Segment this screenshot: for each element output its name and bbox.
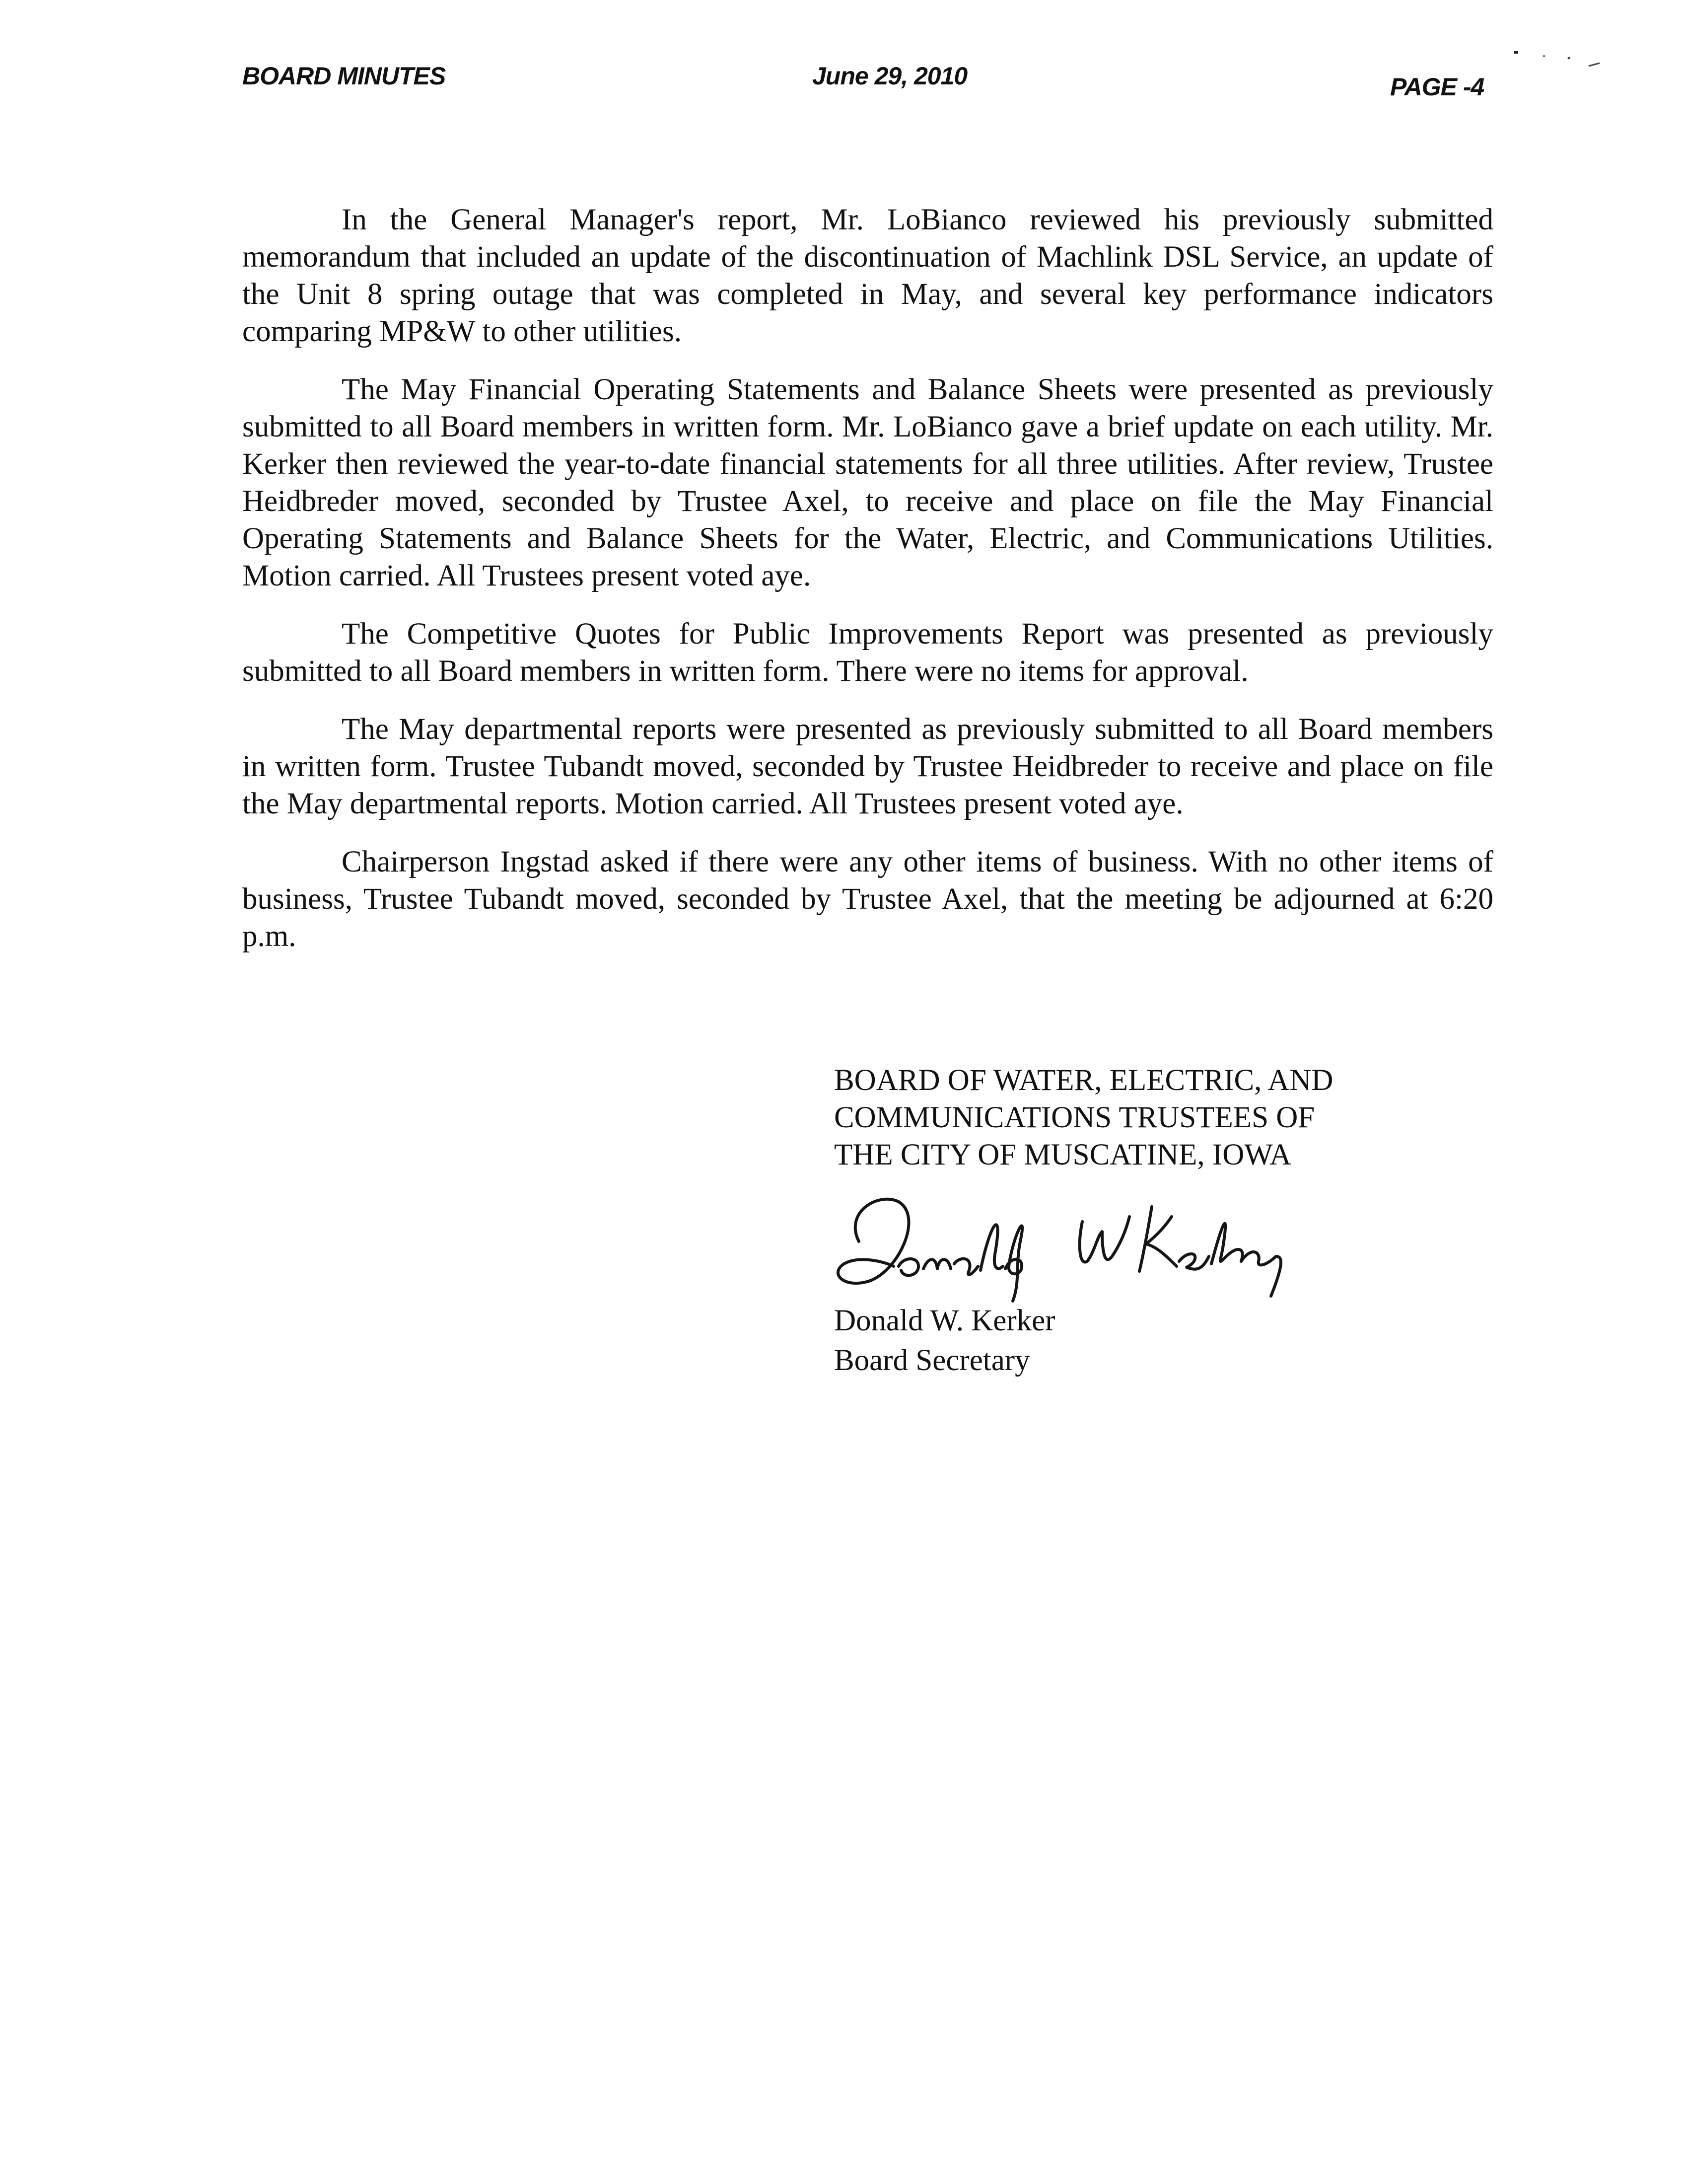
signer-info [834, 1301, 1055, 1381]
signature-organization [834, 1062, 1333, 1173]
header-title: BOARD MINUTES [242, 62, 446, 90]
paragraph-adjournment: Chairperson Ingstad asked if there were any other items of business. With no other items of business, Trustee Tubandt moved, seconded by Trustee Axel, that the meeting be adjourned at 6:20 p.m. [242, 845, 1493, 953]
paragraph-general-manager-report: In the General Manager's report, Mr. LoBianco reviewed his previously submitted memorandum that included an update of the discontinuation of Machlink DSL Service, an update of the Unit 8 spring outage that was completed in May, and several key performance indicators comparing MP&W to other utilities. [242, 203, 1493, 348]
paragraph-financial-statements: The May Financial Operating Statements and Balance Sheets were presented as previously submitted to all Board members in written form. Mr. LoBianco gave a brief update on each utility. Mr. Kerker then reviewed the year-to-date financial statements for all three utilities. After review, Trustee Heidbreder moved, seconded by Trustee Axel, to receive and place on file the May Financial Operating Statements and Balance Sheets for the Water, Electric, and Communications Utilities. Motion carried. All Trustees present voted aye. [242, 373, 1493, 592]
scan-specks [1514, 47, 1663, 77]
header-date: June 29, 2010 [812, 62, 968, 90]
org-line-2: COMMUNICATIONS TRUSTEES OF [834, 1101, 1315, 1134]
header-page-number: PAGE -4 [1390, 73, 1484, 101]
minutes-body [242, 201, 1493, 976]
handwritten-signature [824, 1182, 1311, 1306]
signer-name: Donald W. Kerker [834, 1304, 1055, 1337]
org-line-1: BOARD OF WATER, ELECTRIC, AND [834, 1064, 1333, 1097]
org-line-3: THE CITY OF MUSCATINE, IOWA [834, 1138, 1292, 1171]
paragraph-competitive-quotes: The Competitive Quotes for Public Improvements Report was presented as previously submitted to all Board members in written form. There were no items for approval. [242, 617, 1493, 688]
signer-title: Board Secretary [834, 1344, 1030, 1377]
paragraph-departmental-reports: The May departmental reports were presented as previously submitted to all Board members in written form. Trustee Tubandt moved, seconded by Trustee Heidbreder to receive and place on file the May departmental reports. Motion carried. All Trustees present voted aye. [242, 713, 1493, 820]
